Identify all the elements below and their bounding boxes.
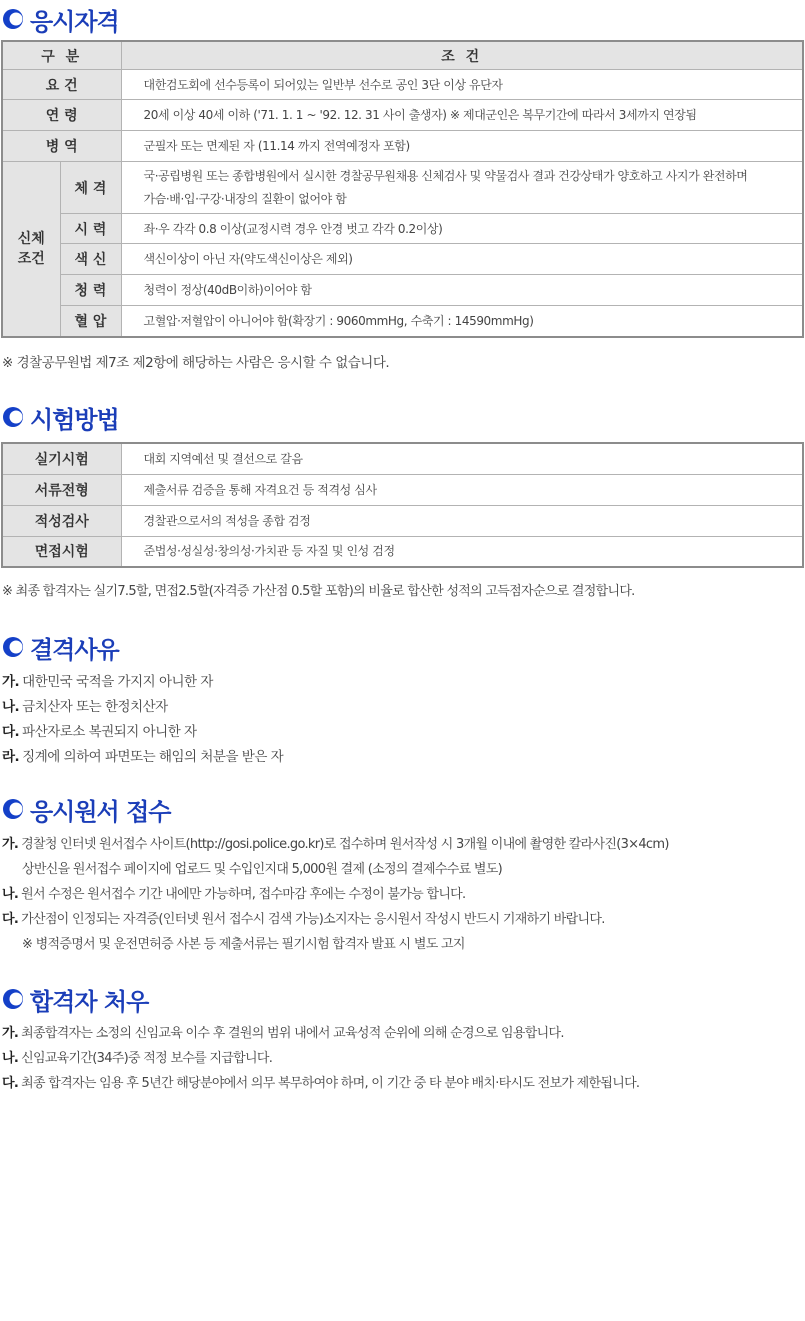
row-label: 혈 압 [60, 306, 121, 337]
table-row [2, 443, 803, 474]
table-row [2, 536, 803, 567]
row-label: 요 건 [2, 70, 121, 100]
item-text: 경찰청 인터넷 원서접수 사이트(http://gosi.police.go.kr)로 접수하며 원서작성 시 3개월 이내에 촬영한 칼라사진(3×4cm) [21, 837, 669, 852]
row-value-line: 국·공립병원 또는 종합병원에서 실시한 경찰공무원채용 신체검사 및 약물검사 결과 건강상태가 양호하고 사지가 완전하며 [143, 168, 748, 183]
item-mark: 나. [2, 887, 19, 902]
row-label: 체 격 [60, 162, 121, 214]
list-item [2, 670, 283, 695]
row-value [121, 162, 803, 214]
list-item [2, 745, 283, 770]
table-header-row [2, 41, 803, 70]
section-heading-application [2, 792, 170, 826]
table-row [2, 70, 803, 100]
list-item [2, 1046, 639, 1071]
table-row [2, 306, 803, 337]
item-mark: 다. [2, 1076, 19, 1091]
list-item [2, 695, 283, 720]
item-mark: 나. [2, 1051, 19, 1066]
row-value: 대회 지역예선 및 결선으로 갈음 [121, 443, 803, 474]
section-heading-disqualification [2, 630, 119, 664]
disqualification-list [2, 670, 283, 770]
item-text: 원서 수정은 원서접수 기간 내에만 가능하며, 접수마감 후에는 수정이 불가능 합니다. [21, 887, 466, 902]
table-row [2, 275, 803, 306]
header-condition: 조 건 [121, 41, 803, 70]
table-row [2, 131, 803, 162]
item-mark: 나. [2, 699, 20, 715]
row-value: 경찰관으로서의 적성을 종합 검정 [121, 505, 803, 536]
table-row [2, 474, 803, 505]
body-condition-group-label: 신체 조건 [2, 162, 60, 337]
item-text: 신임교육기간(34주)중 적정 보수를 지급합니다. [21, 1051, 273, 1066]
section-title: 응시원서 접수 [30, 797, 171, 826]
row-value-line: 가슴·배·입·구강·내장의 질환이 없어야 함 [143, 191, 347, 206]
circle-bullet-icon [2, 406, 24, 428]
list-item [2, 857, 669, 882]
item-text: 가산점이 인정되는 자격증(인터넷 원서 접수시 검색 가능)소지자는 응시원서 작성시 반드시 기재하기 바랍니다. [21, 912, 605, 927]
item-text: 최종합격자는 소정의 신임교육 이수 후 결원의 범위 내에서 교육성적 순위에 의해 순경으로 임용합니다. [21, 1026, 564, 1041]
treatment-list [2, 1021, 639, 1096]
row-value: 20세 이상 40세 이하 ('71. 1. 1 ~ '92. 12. 31 사이 출생자) ※ 제대군인은 복무기간에 따라서 3세까지 연장됨 [121, 100, 803, 131]
item-text: 대한민국 국적을 가지지 아니한 자 [22, 674, 213, 690]
item-text: 징계에 의하여 파면또는 해임의 처분을 받은 자 [22, 749, 284, 765]
item-mark: 다. [2, 912, 19, 927]
circle-bullet-icon [2, 798, 24, 820]
section-heading-qualification [2, 2, 119, 36]
row-label: 병 역 [2, 131, 121, 162]
item-text: 상반신을 원서접수 페이지에 업로드 및 수입인지대 5,000원 결제 (소정의 결제수수료 별도) [22, 862, 502, 877]
row-label: 연 령 [2, 100, 121, 131]
item-text: 파산자로소 복권되지 아니한 자 [22, 724, 197, 740]
item-text: ※ 병적증명서 및 운전면허증 사본 등 제출서류는 필기시험 합격자 발표 시 별도 고지 [22, 937, 465, 952]
table-row [2, 100, 803, 131]
row-label: 청 력 [60, 275, 121, 306]
item-text: 금치산자 또는 한정치산자 [22, 699, 168, 715]
qualification-table [1, 40, 804, 338]
row-value: 좌·우 각각 0.8 이상(교정시력 경우 안경 벗고 각각 0.2이상) [121, 214, 803, 244]
circle-bullet-icon [2, 988, 24, 1010]
row-label: 시 력 [60, 214, 121, 244]
application-list [2, 832, 669, 957]
qualification-note: ※ 경찰공무원법 제7조 제2항에 해당하는 사람은 응시할 수 없습니다. [2, 355, 390, 371]
row-label: 적성검사 [2, 505, 121, 536]
row-value: 제출서류 검증을 통해 자격요건 등 적격성 심사 [121, 474, 803, 505]
item-mark: 라. [2, 749, 20, 765]
list-item [2, 932, 669, 957]
item-mark: 가. [2, 837, 19, 852]
list-item [2, 1071, 639, 1096]
table-row [2, 214, 803, 244]
row-label: 서류전형 [2, 474, 121, 505]
row-label: 색 신 [60, 244, 121, 275]
header-category: 구 분 [2, 41, 121, 70]
table-row [2, 244, 803, 275]
row-value: 고혈압·저혈압이 아니어야 함(확장기 : 9060mmHg, 수축기 : 14590mmHg) [121, 306, 803, 337]
row-value: 대한검도회에 선수등록이 되어있는 일반부 선수로 공인 3단 이상 유단자 [121, 70, 803, 100]
list-item [2, 832, 669, 857]
method-table [1, 442, 804, 568]
section-title: 시험방법 [30, 405, 119, 434]
row-value: 군필자 또는 면제된 자 (11.14 까지 전역예정자 포함) [121, 131, 803, 162]
section-title: 결격사유 [30, 635, 119, 664]
item-mark: 다. [2, 724, 20, 740]
item-mark: 가. [2, 674, 20, 690]
list-item [2, 1021, 639, 1046]
row-label: 면접시험 [2, 536, 121, 567]
item-mark: 가. [2, 1026, 19, 1041]
list-item [2, 907, 669, 932]
section-heading-method [2, 400, 119, 434]
circle-bullet-icon [2, 636, 24, 658]
method-note: ※ 최종 합격자는 실기7.5할, 면접2.5할(자격증 가산점 0.5할 포함)의 비율로 합산한 성적의 고득점자순으로 결정합니다. [2, 584, 635, 599]
list-item [2, 882, 669, 907]
section-heading-treatment [2, 982, 148, 1016]
row-value: 청력이 정상(40dB이하)이어야 함 [121, 275, 803, 306]
table-row [2, 505, 803, 536]
row-label: 실기시험 [2, 443, 121, 474]
section-title: 응시자격 [30, 7, 119, 36]
row-value: 색신이상이 아닌 자(약도색신이상은 제외) [121, 244, 803, 275]
list-item [2, 720, 283, 745]
table-row [2, 162, 803, 214]
section-title: 합격자 처우 [30, 987, 149, 1016]
circle-bullet-icon [2, 8, 24, 30]
item-text: 최종 합격자는 임용 후 5년간 해당분야에서 의무 복무하여야 하며, 이 기간 중 타 분야 배치·타시도 전보가 제한됩니다. [21, 1076, 640, 1091]
row-value: 준법성·성실성·창의성·가치관 등 자질 및 인성 검정 [121, 536, 803, 567]
